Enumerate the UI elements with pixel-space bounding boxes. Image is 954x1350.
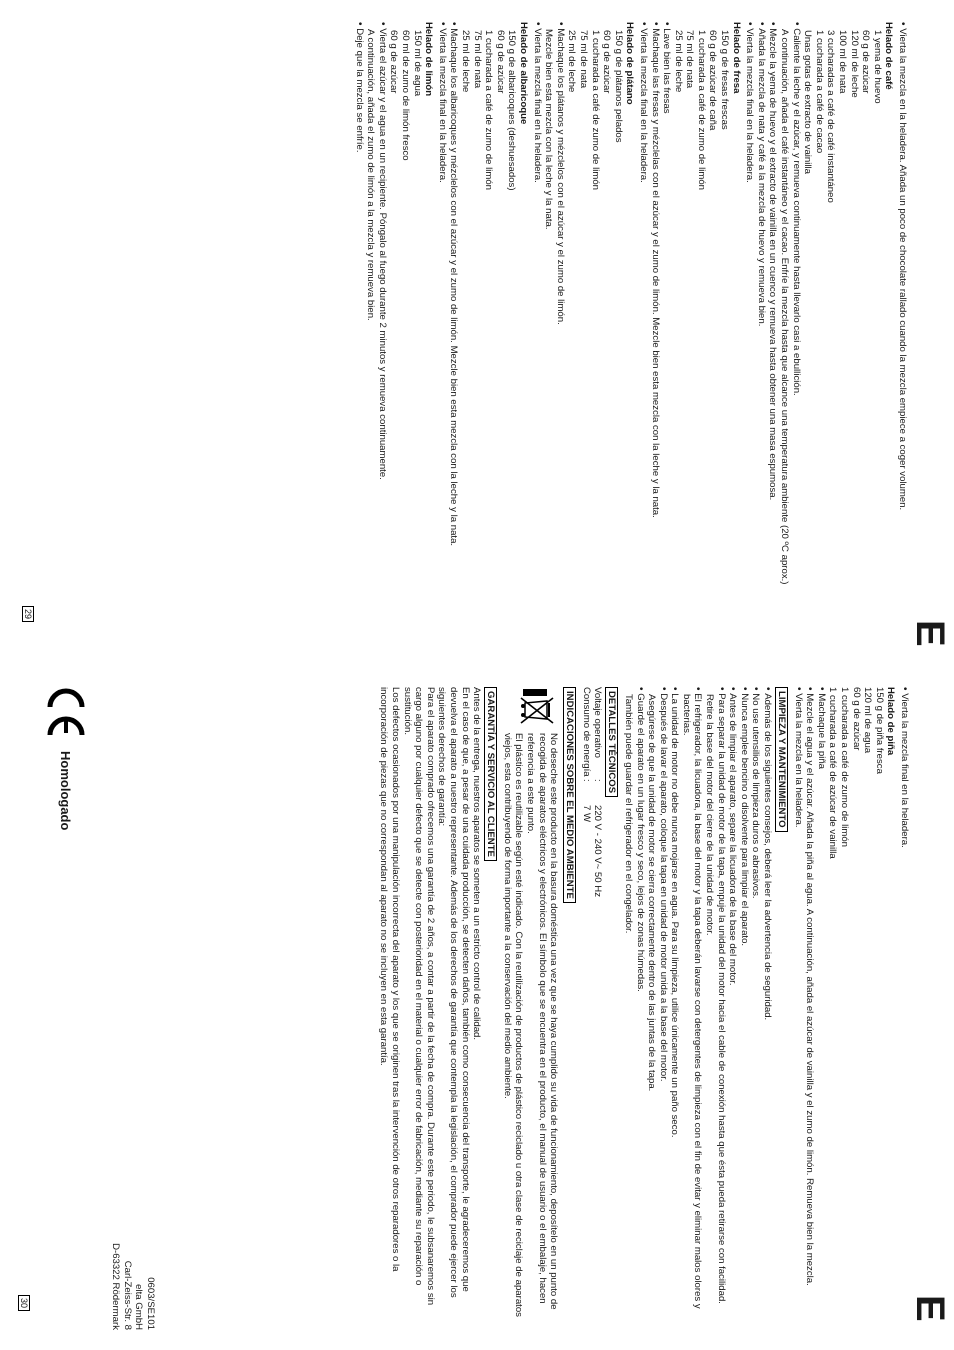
bullet-item: • Guarde el aparato en un lugar fresco y seco, lejos de zonas húmedas.	[634, 687, 646, 1327]
spec-label: Consumo de energía	[580, 687, 592, 777]
address-line: elta GmbH	[133, 1284, 145, 1330]
bullet-item: • Vierta la mezcla final en la heladera.	[744, 22, 756, 642]
spec-row	[580, 687, 592, 1327]
continuation-line: A continuación, añada el zumo de limón a la mezcla y remueva bien.	[365, 29, 377, 321]
address-line: D-63322 Rödermark	[110, 1243, 122, 1330]
ingredient-line: 75 ml de nata	[684, 30, 696, 89]
bullet-item: • La unidad de motor no debe nunca mojarse en agua. Para su limpieza, utilice únicamente un paño seco.	[669, 687, 681, 1327]
bullet-item: • Para separar la unidad de motor de la tapa, empuje la unidad del motor hacia el cable de conexión hasta que ésta pueda retirarse con facilidad. Retire la base del motor del cierre de la unidad de motor.	[704, 687, 727, 1327]
continuation-line: Mezcle bien esta mezcla con la leche y la nata.	[543, 29, 555, 230]
homologation-mark	[46, 685, 86, 830]
maintenance-column	[378, 687, 910, 1327]
recipes-column	[353, 22, 908, 642]
ingredient-line: 75 ml de nata	[471, 30, 483, 89]
text-line: No deseche este producto en la basura doméstica una vez que se haya cumplido su vida de funcionamiento, deposítelo en un punto de recogida de aparatos eléctricos y electrónicos. El símbolo que se encuentra en el producto, el manual de usuario o el embalaje, hacen referencia a este punto.	[524, 733, 560, 1310]
ingredient-line: 150 g de plátanos pelados	[612, 30, 624, 143]
ingredient-line: 60 g de azúcar	[601, 30, 613, 94]
text-line: 120 ml de agua	[862, 687, 874, 754]
ingredient-line: 60 g de azúcar	[860, 30, 872, 94]
language-mark: E	[908, 1295, 952, 1322]
spec-value: 220 V - 240 V~ 50 Hz	[592, 805, 604, 897]
bullet-item: • Vierta el azúcar y el agua en un recipiente. Póngalo al fuego durante 2 minutos y remueva continuamente.	[376, 22, 388, 642]
text-line: Antes de la entrega, nuestros aparatos se someten a un estricto control de calidad.	[471, 687, 483, 1041]
page-number: 29	[22, 606, 34, 622]
ingredient-line: 60 g de azúcar	[494, 30, 506, 94]
ingredient-line: 60 g de azúcar	[388, 30, 400, 94]
address-line: 0603/SE101	[145, 1277, 156, 1330]
ingredient-line: 150 g de albaricoques (deshuesados)	[506, 30, 518, 191]
section-heading: DETALLES TÉCNICOS	[605, 687, 618, 797]
recipe-heading: Helado de albaricoque	[518, 22, 529, 125]
bullet-item: • Antes de limpiar el aparato, separe la licuadora de la base del motor.	[727, 687, 739, 1327]
continuation-line: También puede guardar el refrigerador en el congelador.	[622, 694, 634, 934]
bullet-item: • Machaque los albaricoques y mézclelos con el azúcar y el zumo de limón. Mezcle bien esta mezcla con la leche y la nata.	[448, 22, 460, 642]
manufacturer-address	[110, 1180, 156, 1330]
ingredient-line: 25 ml de leche	[672, 30, 684, 93]
ingredient-line: 100 ml de nata	[837, 30, 849, 94]
text-line: 1 cucharada a café de azúcar de vainilla	[827, 687, 839, 859]
ingredient-line: 1 cucharada a café de zumo de limón	[483, 30, 495, 190]
bullet-item: • Añada la mezcla de nata y café a la mezcla de huevo y remueva bien.	[755, 22, 767, 642]
bullet-item: • Machaque la piña	[815, 687, 827, 1327]
spec-label: Voltaje operativo	[592, 687, 604, 758]
ingredient-line: 150 g de fresas frescas	[719, 30, 731, 130]
section-heading-wrap	[482, 687, 501, 1327]
bullet-item: • Mezcle el agua y el azúcar. Añada la piña al agua. A continuación, añada el azúcar de vainilla y el zumo de limón. Remueva bien la mezcla.	[804, 687, 816, 1327]
ingredient-line: 120 ml de leche	[848, 30, 860, 98]
bullet-item: • Vierta la mezcla final en la heladera.	[898, 687, 910, 1327]
bullet-item: • Vierta la mezcla en la heladera.	[792, 687, 804, 1327]
bullet-item: • Nunca emplee bencino o disolvente para limpiar el aparato.	[738, 687, 750, 1327]
recipe-heading: Helado de piña	[885, 687, 897, 756]
section-heading-wrap	[561, 687, 580, 1327]
section-heading-wrap	[603, 687, 622, 1327]
ingredient-line: 1 cucharada a café de zumo de limón	[589, 30, 601, 190]
manual-page-30	[0, 675, 954, 1350]
homologado-label: Homologado	[58, 751, 74, 831]
continuation-line: Asegúrese de que la unidad de motor se cierra correctamente dentro de las juntas de la tapa.	[646, 694, 658, 1092]
bullet-item: • Machaque las fresas y mézclelas con el azúcar y el zumo de limón. Mezcle bien esta mezcla con la leche y la nata.	[649, 22, 661, 642]
language-mark: E	[908, 620, 952, 647]
bullet-item: • Lave bien las fresas	[661, 22, 673, 642]
ingredient-line: 60 g de azúcar de caña	[707, 30, 719, 131]
ingredient-line: 150 ml de agua	[411, 30, 423, 97]
spec-row	[592, 687, 604, 1327]
ingredient-line: Unas gotas de extracto de vainilla	[802, 30, 814, 174]
bullet-item: • Vierta la mezcla final en la heladera.	[531, 22, 543, 642]
recipe-heading: Helado de fresa	[730, 22, 742, 94]
bullet-item: • Después de lavar el aparato, coloque la tapa en unidad de motor unida a la base del motor.	[657, 687, 669, 1327]
ingredient-line: 60 ml de zumo de limón fresco	[400, 30, 412, 161]
section-heading: INDICACIONES SOBRE EL MEDIO AMBIENTE	[563, 687, 576, 903]
ingredient-line: 1 yema de huevo	[871, 30, 883, 104]
recipe-heading: Helado de plátano	[624, 22, 636, 105]
continuation-line: A continuación, añada el café instantáneo y el cacao. Enfríe la mezcla hasta que alcance una temperatura ambiente (20 ºC aprox.)	[779, 29, 791, 585]
bullet-item: • Mezcle la yema de huevo y el extracto de vainilla en un cuenco y remueva hasta obtener una masa espumosa.	[767, 22, 779, 642]
text-line: Los defectos ocasionados por una manipulación incorrecta del aparato y los que se originen tras la intervención de otros reparadores o la incorporación de piezas que no correspondan al aparato no se incluyen en esta garantía.	[378, 687, 402, 1272]
section-heading-wrap	[773, 687, 792, 1327]
text-line: Para el aparato comprado ofrecemos una garantía de 2 años, a contar a partir de la fecha de compra. Durante este periodo, le subsanaremos sin cargo alguno por cualquier defecto que se detecte con posterioridad en el material o cualquier error de fabricación, mediante su reparación o sustitución.	[401, 687, 436, 1306]
bullet-item: • No use utensilios de limpieza duros o abrasivos.	[750, 687, 762, 1327]
ingredient-line: 25 ml de leche	[566, 30, 578, 93]
ce-mark-icon	[46, 685, 86, 741]
ingredient-line: 25 ml de leche	[460, 30, 472, 93]
recipe-heading: Helado de café	[883, 22, 895, 90]
bullet-item: • Deje que la mezcla se enfríe.	[353, 22, 365, 642]
section-heading: LIMPIEZA Y MANTENIMIENTO	[775, 687, 788, 832]
section-heading: GARANTÍA Y SERVICIO AL CLIENTE	[484, 687, 497, 861]
text-line: 150 g de piña fresca	[873, 687, 885, 774]
bullet-item: • Caliente la leche y el azúcar, y remueva continuamente hasta llevarlo casi a ebullición.	[790, 22, 802, 642]
text-line: En el caso de que, a pesar de una cuidada producción, se detecten daños, también como consecuencia del transporte, le agradeceremos que devuelva el aparato a nuestro representante. Además de los derechos de garantía que contempla la legislación, el comprador puede ejercer los siguientes derechos de garantía:	[436, 687, 471, 1298]
text-line: 60 g de azúcar	[850, 687, 862, 751]
environment-text	[501, 733, 559, 1327]
page-number: 30	[18, 1295, 30, 1311]
bullet-item: • Además de los siguientes consejos, deberá leer la advertencia de seguridad.	[761, 687, 773, 1327]
text-line: El plástico es reutilizable según esté indicado. Con la reutilización de productos de plástico reciclado u otra clase de reciclaje de aparatos viejos, esta contribuyendo de forma importante a la conservación del medio ambiente.	[501, 733, 525, 1317]
bullet-item: • El refrigerador, la licuadora, la base del motor y la tapa deberán lavarse con detergentes de limpieza con el fin de evitar y eliminar malos olores y bacterias.	[680, 687, 703, 1327]
ingredient-line: 3 cucharadas a café de café instantáneo	[825, 30, 837, 203]
bullet-item: • Vierta la mezcla en la heladera. Añada un poco de chocolate rallado cuando la mezcla empiece a coger volumen.	[896, 22, 908, 642]
bullet-item: • Machaque los plátanos y mézclelos con el azúcar y el zumo de limón.	[554, 22, 566, 642]
ingredient-line: 1 cucharada a café de cacao	[813, 30, 825, 154]
spec-colon: :	[580, 779, 592, 782]
ingredient-line: 75 ml de nata	[577, 30, 589, 89]
text-line: 1 cucharada a café de zumo de limón	[839, 687, 851, 847]
spec-colon: :	[592, 779, 604, 782]
address-line: Carl-Zeiss-Str. 8	[121, 1260, 133, 1330]
weee-bin-icon	[519, 687, 559, 727]
bullet-item: • Vierta la mezcla final en la heladera.	[436, 22, 448, 642]
spec-value: 7 W	[580, 805, 592, 823]
recipe-heading: Helado de limón	[423, 22, 435, 97]
ingredient-line: 1 cucharada a café de zumo de limón	[695, 30, 707, 190]
environment-notice	[501, 687, 559, 1327]
bullet-item: • Vierta la mezcla final en la heladera.	[637, 22, 649, 642]
